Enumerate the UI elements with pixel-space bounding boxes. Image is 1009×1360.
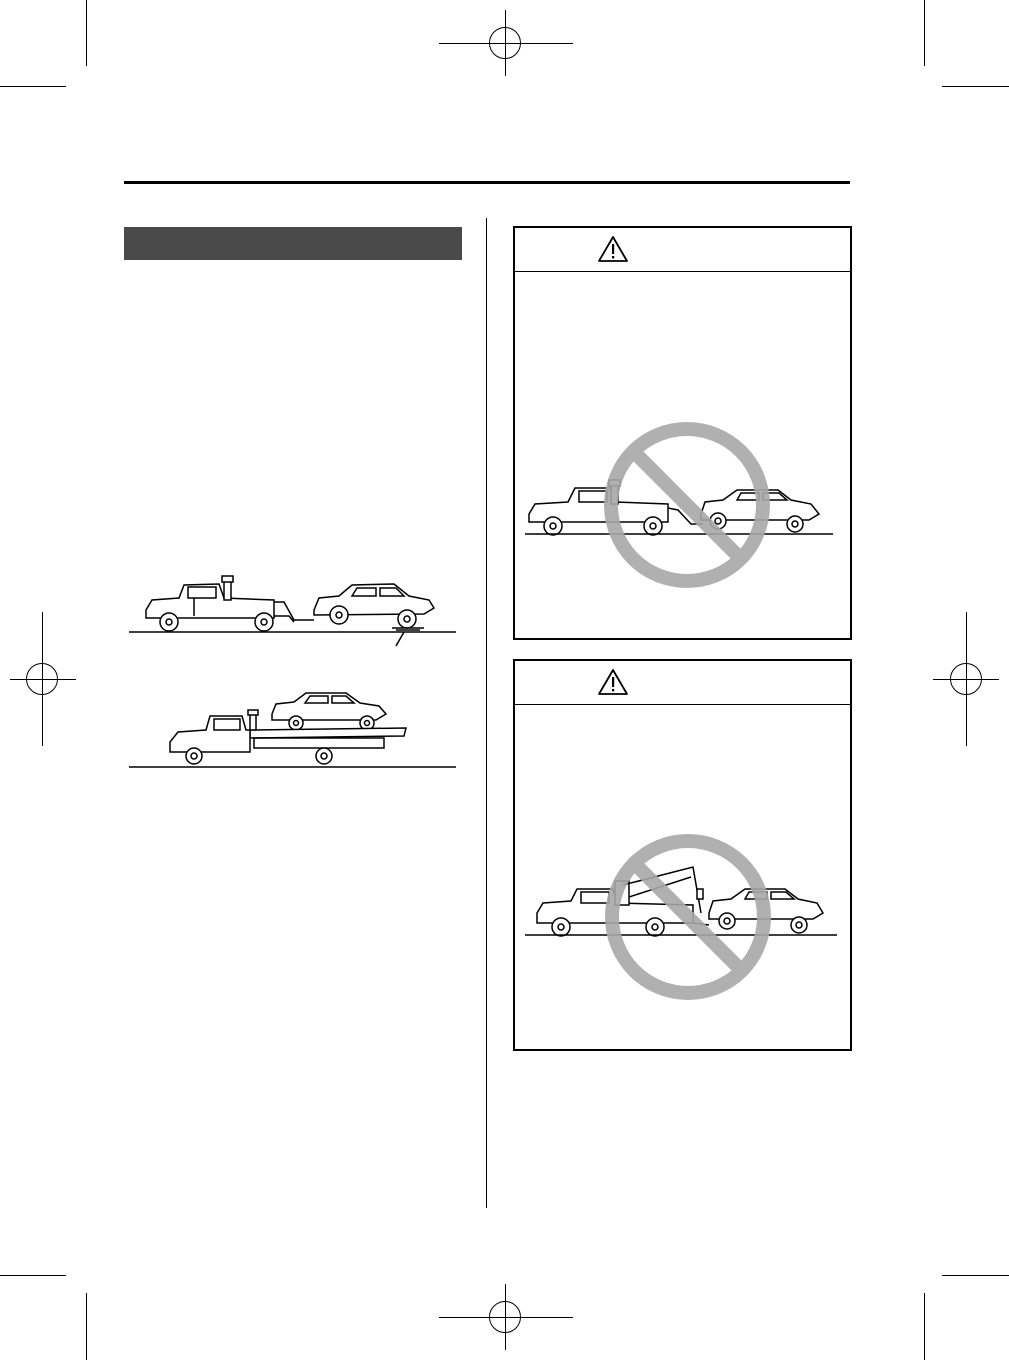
warning-header (515, 661, 850, 705)
crop-mark (86, 1293, 87, 1360)
warning-header (515, 228, 850, 272)
prohibited-towing-illustration (523, 418, 843, 598)
wheel-lift-towing-illustration (124, 570, 464, 650)
section-heading-bar (124, 227, 462, 260)
crop-mark (942, 86, 1009, 87)
section-heading (124, 235, 132, 251)
crop-mark (942, 1275, 1009, 1276)
crop-mark (0, 86, 66, 87)
warning-box (513, 659, 852, 1051)
crop-mark (86, 0, 87, 66)
crop-mark (924, 1293, 925, 1360)
warning-box (513, 226, 852, 640)
prohibited-hook-towing-illustration (523, 829, 843, 1009)
column-divider (486, 218, 487, 1208)
crop-mark (0, 1275, 66, 1276)
crop-mark (924, 0, 925, 66)
warning-triangle-icon (597, 668, 629, 696)
flatbed-towing-illustration (124, 690, 464, 770)
warning-triangle-icon (597, 235, 629, 263)
header-rule (124, 181, 850, 184)
